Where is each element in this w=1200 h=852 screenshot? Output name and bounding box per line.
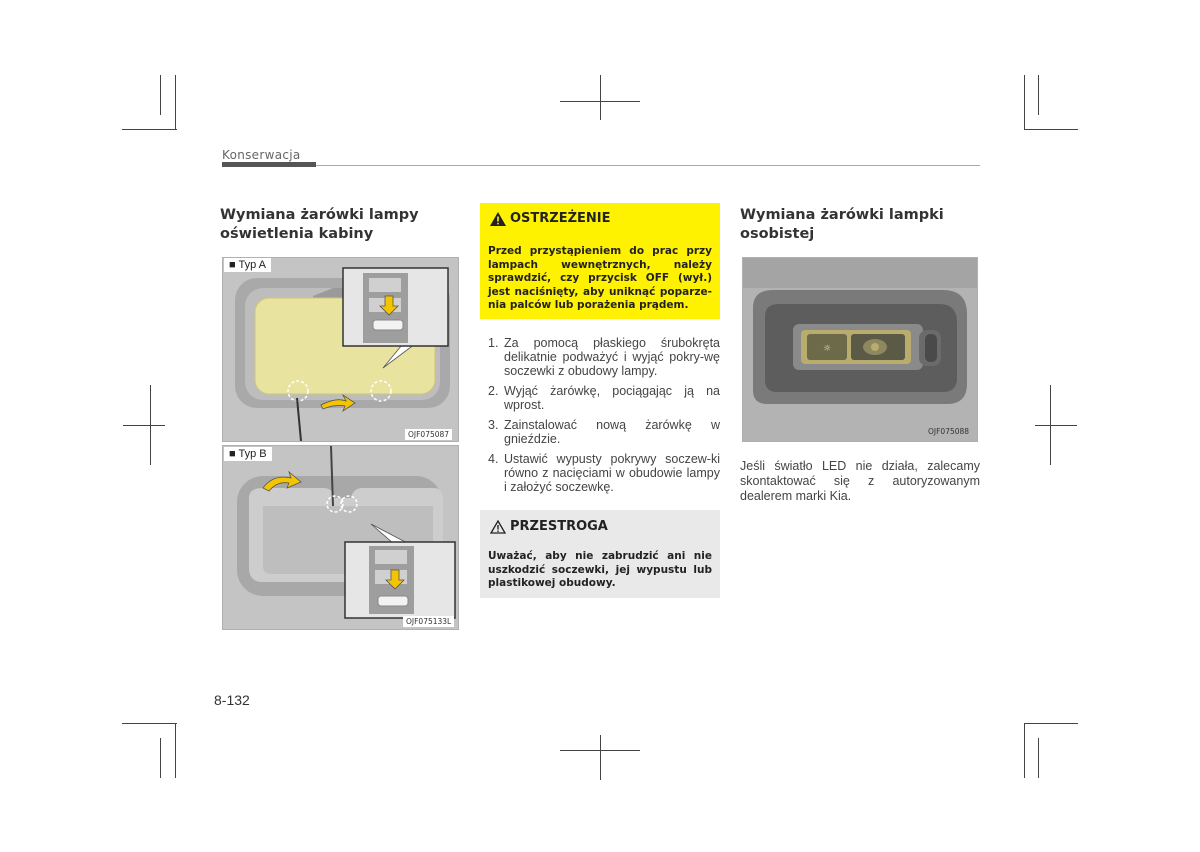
caution-line: plastikowej obudowy. <box>488 577 616 589</box>
crop-mark <box>1024 723 1078 724</box>
caution-line: Uważać, aby nie zabrudzić ani nie <box>488 550 712 562</box>
step-number: 4. <box>488 452 499 466</box>
left-heading <box>220 206 419 244</box>
list-item <box>488 418 720 446</box>
crop-mark <box>1024 723 1025 778</box>
crop-mark <box>560 101 640 102</box>
right-heading-line2: osobistej <box>740 226 815 242</box>
section-bar <box>222 162 316 167</box>
caution-triangle-icon <box>490 520 506 534</box>
crop-mark <box>123 425 165 426</box>
caution-box <box>480 510 720 598</box>
warning-text <box>488 245 712 313</box>
crop-mark <box>122 723 177 724</box>
step-number: 2. <box>488 384 499 398</box>
crop-mark <box>1038 75 1039 115</box>
section-header: Konserwacja <box>222 148 301 162</box>
crop-mark <box>600 75 601 120</box>
crop-mark <box>1024 75 1025 130</box>
section-line <box>316 165 980 166</box>
caution-line: uszkodzić soczewki, jej wypustu lub <box>488 563 712 576</box>
figure-type-b <box>222 445 459 630</box>
left-heading-line1: Wymiana żarówki lampy <box>220 207 419 223</box>
caution-title-text: PRZESTROGA <box>510 519 608 534</box>
figure-b-type-label: ■ Typ B <box>224 447 272 461</box>
crop-mark <box>175 75 176 130</box>
warning-line: lampach wewnętrznych, należy <box>488 258 712 271</box>
figure-a-caption: OJF075087 <box>405 429 452 440</box>
right-heading <box>740 206 944 244</box>
right-body-text: Jeśli światło LED nie działa, zalecamy skontaktować się z autoryzowanym dealerem marki Kia. <box>740 459 980 503</box>
step-number: 1. <box>488 336 499 350</box>
figure-b-caption: OJF075133L <box>403 616 454 627</box>
step-number: 3. <box>488 418 499 432</box>
personal-lamp-illustration <box>743 258 977 441</box>
crop-mark <box>122 129 177 130</box>
crop-mark <box>600 735 601 780</box>
crop-mark <box>1035 425 1077 426</box>
figure-b-illustration <box>223 446 458 629</box>
warning-line: nia palców lub porażenia prądem. <box>488 299 689 311</box>
step-text: Ustawić wypusty pokrywy soczew-ki równo z nacięciami w obudowie lampy i założyć soczewkę. <box>504 452 720 494</box>
caution-text <box>488 550 712 591</box>
warning-line: sprawdzić, czy przycisk OFF (wył.) <box>488 272 712 284</box>
warning-line: Przed przystąpieniem do prac przy <box>488 245 712 257</box>
list-item <box>488 452 720 494</box>
step-text: Za pomocą płaskiego śrubokręta delikatnie podważyć i wyjąć pokry-wę soczewki z obudowy lampy. <box>504 336 720 378</box>
figure-type-a <box>222 257 459 442</box>
crop-mark <box>160 738 161 778</box>
warning-triangle-icon <box>490 212 506 226</box>
left-heading-line2: oświetlenia kabiny <box>220 226 374 242</box>
warning-title-text: OSTRZEŻENIE <box>510 211 611 226</box>
step-text: Wyjąć żarówkę, pociągając ją na wprost. <box>504 384 720 412</box>
crop-mark <box>1024 129 1078 130</box>
crop-mark <box>175 723 176 778</box>
svg-text:☼: ☼ <box>822 344 832 354</box>
figure-a-illustration <box>223 258 458 441</box>
step-text: Zainstalować nową żarówkę w gnieździe. <box>504 418 720 446</box>
crop-mark <box>160 75 161 115</box>
page-number: 8-132 <box>214 692 250 708</box>
procedure-steps <box>488 336 720 500</box>
right-heading-line1: Wymiana żarówki lampki <box>740 207 944 223</box>
crop-mark <box>1038 738 1039 778</box>
warning-box <box>480 203 720 319</box>
caution-title <box>490 519 608 534</box>
warning-line: jest naciśnięty, aby uniknąć poparze- <box>488 285 712 298</box>
list-item <box>488 384 720 412</box>
list-item <box>488 336 720 378</box>
warning-title <box>490 211 611 226</box>
figure-a-type-label: ■ Typ A <box>224 258 271 272</box>
figure-personal-lamp-caption: OJF075088 <box>928 427 970 436</box>
figure-personal-lamp <box>742 257 978 442</box>
crop-mark <box>560 750 640 751</box>
